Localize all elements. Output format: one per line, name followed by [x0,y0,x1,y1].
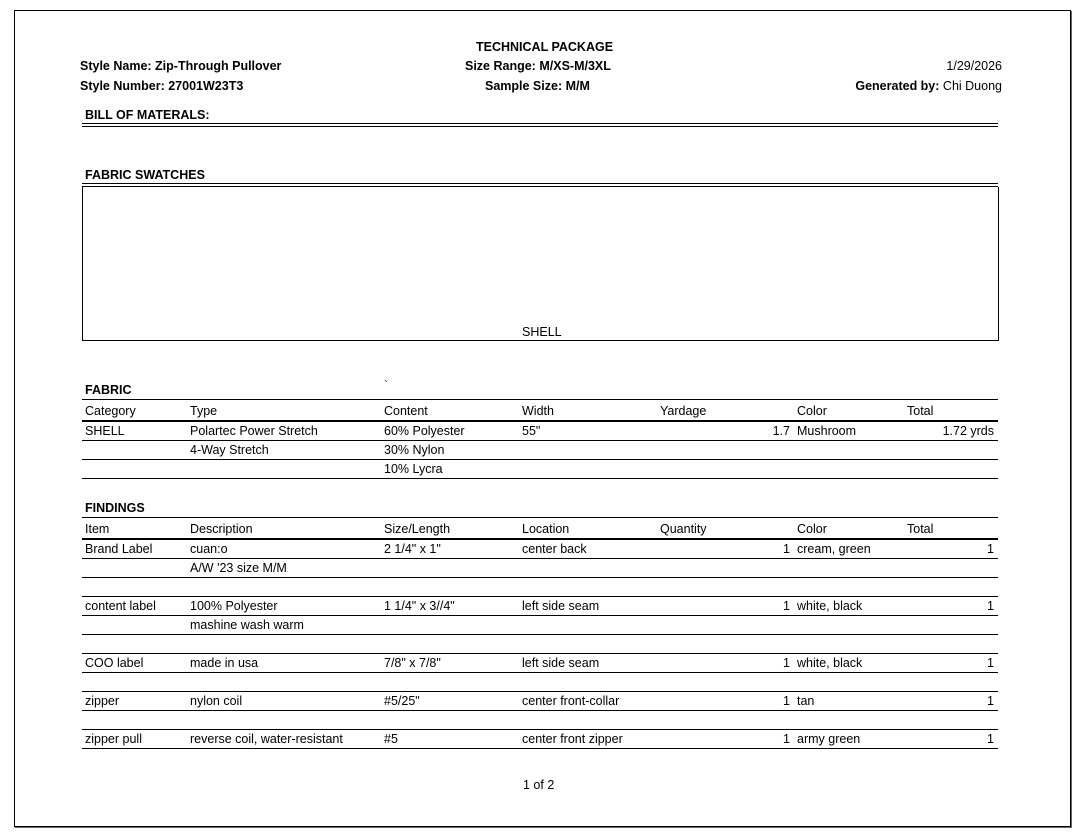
findings-cell-item [82,711,187,730]
findings-cell-color: white, black [794,597,904,616]
col-color: Color [794,519,904,539]
fabric-cell-category: SHELL [82,421,187,441]
findings-cell-location [519,711,657,730]
findings-cell-location [519,673,657,692]
findings-cell-description: made in usa [187,654,381,673]
style-name [80,59,281,73]
findings-cell-item: zipper [82,692,187,711]
col-category: Category [82,401,187,421]
findings-cell-location [519,578,657,597]
findings-cell-color [794,673,904,692]
generated-by-value: Chi Duong [942,79,1002,93]
findings-cell-item [82,578,187,597]
fabric-cell-color [794,441,904,460]
fabric-cell-type [187,460,381,479]
findings-cell-quantity [657,616,794,635]
col-content: Content [381,401,519,421]
fabric-cell-yardage [657,441,794,460]
page-indicator: 1 of 2 [523,778,555,792]
swatch-caption: SHELL [522,325,562,339]
findings-cell-item [82,616,187,635]
findings-cell-total: 1 [904,597,998,616]
findings-cell-description: reverse coil, water-resistant [187,730,381,749]
fabric-cell-total: 1.72 yrds [904,421,998,441]
table-row [82,559,998,578]
findings-cell-item [82,635,187,654]
bom-divider [82,123,998,127]
findings-cell-total: 1 [904,654,998,673]
findings-cell-color [794,616,904,635]
findings-cell-total [904,711,998,730]
col-width: Width [519,401,657,421]
findings-cell-quantity: 1 [657,730,794,749]
findings-cell-quantity [657,673,794,692]
col-color: Color [794,401,904,421]
findings-top-rule [82,517,998,518]
findings-cell-size: #5/25" [381,692,519,711]
table-row [82,597,998,616]
swatch-box [82,187,999,341]
col-yardage: Yardage [657,401,794,421]
findings-cell-total: 1 [904,539,998,559]
table-row [82,730,998,749]
fabric-table-body [82,401,998,479]
findings-cell-color: army green [794,730,904,749]
fabric-header-row [82,401,998,421]
fabric-table [82,401,998,479]
fabric-cell-content: 60% Polyester [381,421,519,441]
stray-mark: ` [384,378,388,392]
findings-cell-description [187,673,381,692]
col-location: Location [519,519,657,539]
col-quantity: Quantity [657,519,794,539]
col-size-length: Size/Length [381,519,519,539]
table-row [82,421,998,441]
findings-cell-description: A/W '23 size M/M [187,559,381,578]
table-row [82,616,998,635]
table-row [82,578,998,597]
col-type: Type [187,401,381,421]
findings-table-body [82,519,998,749]
findings-cell-total [904,673,998,692]
findings-cell-location [519,635,657,654]
findings-cell-item: Brand Label [82,539,187,559]
findings-cell-description: cuan:o [187,539,381,559]
fabric-cell-category [82,460,187,479]
findings-cell-quantity [657,711,794,730]
findings-cell-location [519,616,657,635]
sample-size-value: M/M [565,79,590,93]
style-number-label: Style Number: [80,79,165,93]
fabric-cell-category [82,441,187,460]
findings-cell-total [904,559,998,578]
findings-cell-location: center front zipper [519,730,657,749]
fabric-cell-total [904,441,998,460]
doc-title: TECHNICAL PACKAGE [476,40,614,54]
fabric-cell-color: Mushroom [794,421,904,441]
findings-cell-quantity: 1 [657,597,794,616]
fabric-cell-yardage [657,460,794,479]
generated-by [855,79,1002,93]
findings-cell-color [794,711,904,730]
table-row [82,711,998,730]
fabric-cell-content: 30% Nylon [381,441,519,460]
findings-cell-size [381,673,519,692]
fabric-cell-width: 55" [519,421,657,441]
findings-cell-size: #5 [381,730,519,749]
findings-cell-quantity [657,559,794,578]
findings-cell-description [187,578,381,597]
findings-cell-size: 7/8" x 7/8" [381,654,519,673]
fabric-cell-type: 4-Way Stretch [187,441,381,460]
fabric-cell-yardage: 1.7 [657,421,794,441]
table-row [82,441,998,460]
size-range-value: M/XS-M/3XL [539,59,611,73]
table-row [82,539,998,559]
findings-table [82,519,998,749]
findings-cell-quantity: 1 [657,692,794,711]
findings-cell-description: nylon coil [187,692,381,711]
findings-cell-total [904,578,998,597]
table-row [82,692,998,711]
table-row [82,654,998,673]
findings-cell-size [381,578,519,597]
fabric-cell-type: Polartec Power Stretch [187,421,381,441]
findings-cell-location: left side seam [519,654,657,673]
findings-cell-description: mashine wash warm [187,616,381,635]
swatches-title: FABRIC SWATCHES [85,168,205,182]
sample-size [485,79,590,93]
sample-size-label: Sample Size: [485,79,563,93]
findings-cell-color: white, black [794,654,904,673]
findings-cell-item: COO label [82,654,187,673]
col-item: Item [82,519,187,539]
fabric-title: FABRIC [85,383,132,397]
findings-cell-color [794,578,904,597]
fabric-cell-color [794,460,904,479]
findings-cell-size [381,635,519,654]
findings-cell-item [82,559,187,578]
findings-cell-size: 2 1/4" x 1" [381,539,519,559]
findings-cell-size [381,559,519,578]
findings-cell-quantity [657,578,794,597]
col-total: Total [904,519,998,539]
findings-cell-color: cream, green [794,539,904,559]
findings-cell-total: 1 [904,730,998,749]
findings-cell-item: content label [82,597,187,616]
findings-cell-quantity: 1 [657,654,794,673]
findings-cell-location: center back [519,539,657,559]
table-row [82,673,998,692]
findings-cell-total [904,635,998,654]
findings-cell-item [82,673,187,692]
findings-title: FINDINGS [85,501,145,515]
table-row [82,635,998,654]
table-row [82,460,998,479]
size-range-label: Size Range: [465,59,536,73]
fabric-cell-content: 10% Lycra [381,460,519,479]
col-total: Total [904,401,998,421]
findings-cell-color: tan [794,692,904,711]
fabric-cell-width [519,441,657,460]
findings-cell-quantity: 1 [657,539,794,559]
findings-cell-item: zipper pull [82,730,187,749]
findings-cell-size: 1 1/4" x 3//4" [381,597,519,616]
findings-cell-quantity [657,635,794,654]
findings-cell-total [904,616,998,635]
findings-cell-color [794,635,904,654]
findings-cell-description [187,635,381,654]
findings-header-row [82,519,998,539]
findings-cell-location [519,559,657,578]
findings-cell-description [187,711,381,730]
findings-cell-total: 1 [904,692,998,711]
style-number [80,79,243,93]
findings-cell-color [794,559,904,578]
findings-cell-description: 100% Polyester [187,597,381,616]
fabric-cell-width [519,460,657,479]
size-range [465,59,611,73]
generated-by-label: Generated by: [855,79,940,93]
fabric-cell-total [904,460,998,479]
bom-title: BILL OF MATERALS: [85,108,210,122]
findings-cell-location: left side seam [519,597,657,616]
fabric-top-rule [82,399,998,400]
findings-cell-location: center front-collar [519,692,657,711]
findings-cell-size [381,616,519,635]
date: 1/29/2026 [946,59,1002,73]
findings-cell-size [381,711,519,730]
style-name-label: Style Name: [80,59,152,73]
style-number-value: 27001W23T3 [168,79,244,93]
style-name-value: Zip-Through Pullover [155,59,282,73]
col-description: Description [187,519,381,539]
